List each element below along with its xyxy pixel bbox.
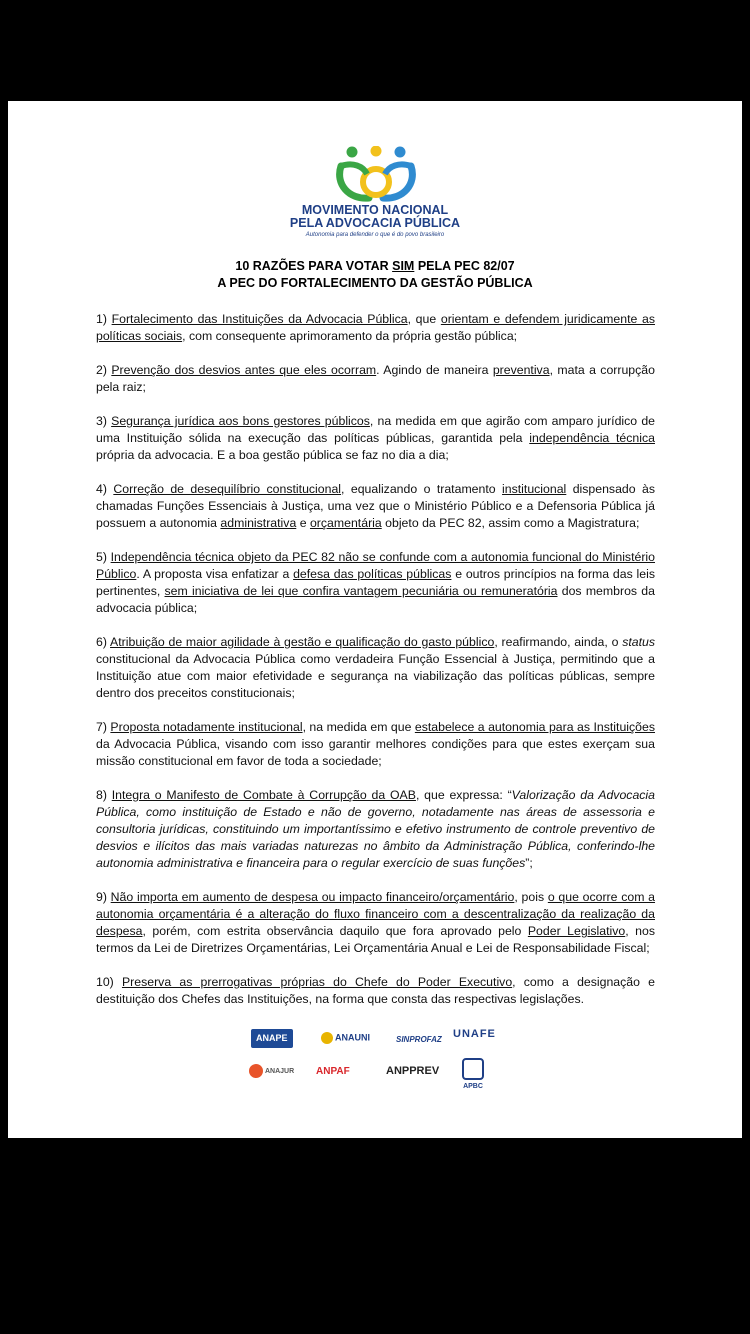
anajur-logo: ANAJUR — [249, 1064, 294, 1078]
unafe-logo: UNAFE — [453, 1028, 496, 1040]
anauni-logo: ANAUNI — [321, 1032, 370, 1044]
apbc-logo: APBC — [462, 1058, 484, 1092]
people-circle-logo-icon — [333, 146, 419, 202]
reason-6: 6) Atribuição de maior agilidade à gestão e qualificação do gasto público, reafirmando, ainda, o status constitucional da Advocacia Pública como verdadeira Função Essencial à Justiça, permitindo que a Instituição atue com maior efetividade e segurança na viabilização das políticas públicas, sempre dentro dos preceitos constitucionais; — [96, 635, 656, 700]
logo-tagline: Autonomia para defender o que é do povo brasileiro — [305, 232, 445, 238]
anape-logo: ANAPE — [251, 1029, 293, 1048]
reason-9: 9) Não importa em aumento de despesa ou impacto financeiro/orçamentário, pois o que ocorre com a autonomia orçamentária é a alteração do fluxo financeiro com a descentralização da realização da despesa, porém, com estrita observância daquilo que fora aprovado pelo Poder Legislativo, nos termos da Lei de Diretrizes Orçamentárias, Lei Orçamentária Anual e Lei de Responsabilidade Fiscal; — [96, 890, 656, 955]
reason-2: 2) Prevenção dos desvios antes que eles ocorram. Agindo de maneira preventiva, mata a corrupção pela raiz; — [96, 363, 655, 394]
apbc-emblem-icon — [462, 1058, 484, 1080]
reason-4: 4) Correção de desequilíbrio constitucional, equalizando o tratamento institucional dispensado às chamadas Funções Essenciais à Justiça, uma vez que o Ministério Público e a Defensoria Pública já possuem a autonomia administrativa e orçamentária objeto da PEC 82, assim como a Magistratura; — [96, 482, 655, 530]
reason-10: 10) Preserva as prerrogativas próprias do Chefe do Poder Executivo, como a designação e destituição dos Chefes das Instituições, na forma que consta das respectivas legislações. — [96, 975, 655, 1006]
heading-line2: A PEC DO FORTALECIMENTO DA GESTÃO PÚBLICA — [217, 276, 533, 290]
partner-logos — [248, 1026, 508, 1121]
anpprev-logo: ANPPREV — [386, 1065, 440, 1077]
reasons-list — [96, 311, 655, 1025]
document-page — [8, 101, 742, 1138]
logo-title-line1: MOVIMENTO NACIONAL — [301, 203, 449, 217]
sinprofaz-logo: SINPROFAZ — [396, 1035, 442, 1044]
anauni-emblem-icon — [321, 1032, 333, 1044]
reason-1: 1) Fortalecimento das Instituições da Advocacia Pública, que orientam e defendem juridicamente as políticas sociais, com consequente aprimoramento da própria gestão pública; — [96, 312, 655, 343]
heading-line1: 10 RAZÕES PARA VOTAR SIM PELA PEC 82/07 — [235, 259, 515, 273]
reason-8: 8) Integra o Manifesto de Combate à Corrupção da OAB, que expressa: “Valorização da Advocacia Pública, como instituição de Estado e não de governo, notadamente nas áreas de assessoria e consultoria jurídicas, constituindo um importantíssimo e efetivo instrumento de controle preventivo de desvios e ilícitos das mais variadas naturezas no âmbito da Administração Pública, conferindo-lhe autonomia administrativa e financeira para o regular exercício de suas funções”; — [96, 788, 656, 870]
logo-title-line2: PELA ADVOCACIA PÚBLICA — [289, 216, 461, 230]
document-heading — [8, 258, 742, 292]
anpaf-logo: ANPAF — [316, 1066, 350, 1077]
anajur-emblem-icon — [249, 1064, 263, 1078]
reason-3: 3) Segurança jurídica aos bons gestores públicos, na medida em que agirão com amparo jurídico de uma Instituição sólida na execução das políticas públicas, garantida pela independência técnica própria da advocacia. E a boa gestão pública se faz no dia a dia; — [96, 414, 655, 462]
reason-7: 7) Proposta notadamente institucional, na medida em que estabelece a autonomia para as Instituições da Advocacia Pública, visando com isso garantir melhores condições para que estes exerçam sua missão constitucional em favor de toda a sociedade; — [96, 720, 655, 768]
movement-logo — [8, 146, 742, 246]
reason-5: 5) Independência técnica objeto da PEC 82 não se confunde com a autonomia funcional do Ministério Público. A proposta visa enfatizar a defesa das políticas públicas e outros princípios na forma das leis pertinentes, sem iniciativa de lei que confira vantagem pecuniária ou remuneratória dos membros da advocacia pública; — [96, 550, 655, 615]
